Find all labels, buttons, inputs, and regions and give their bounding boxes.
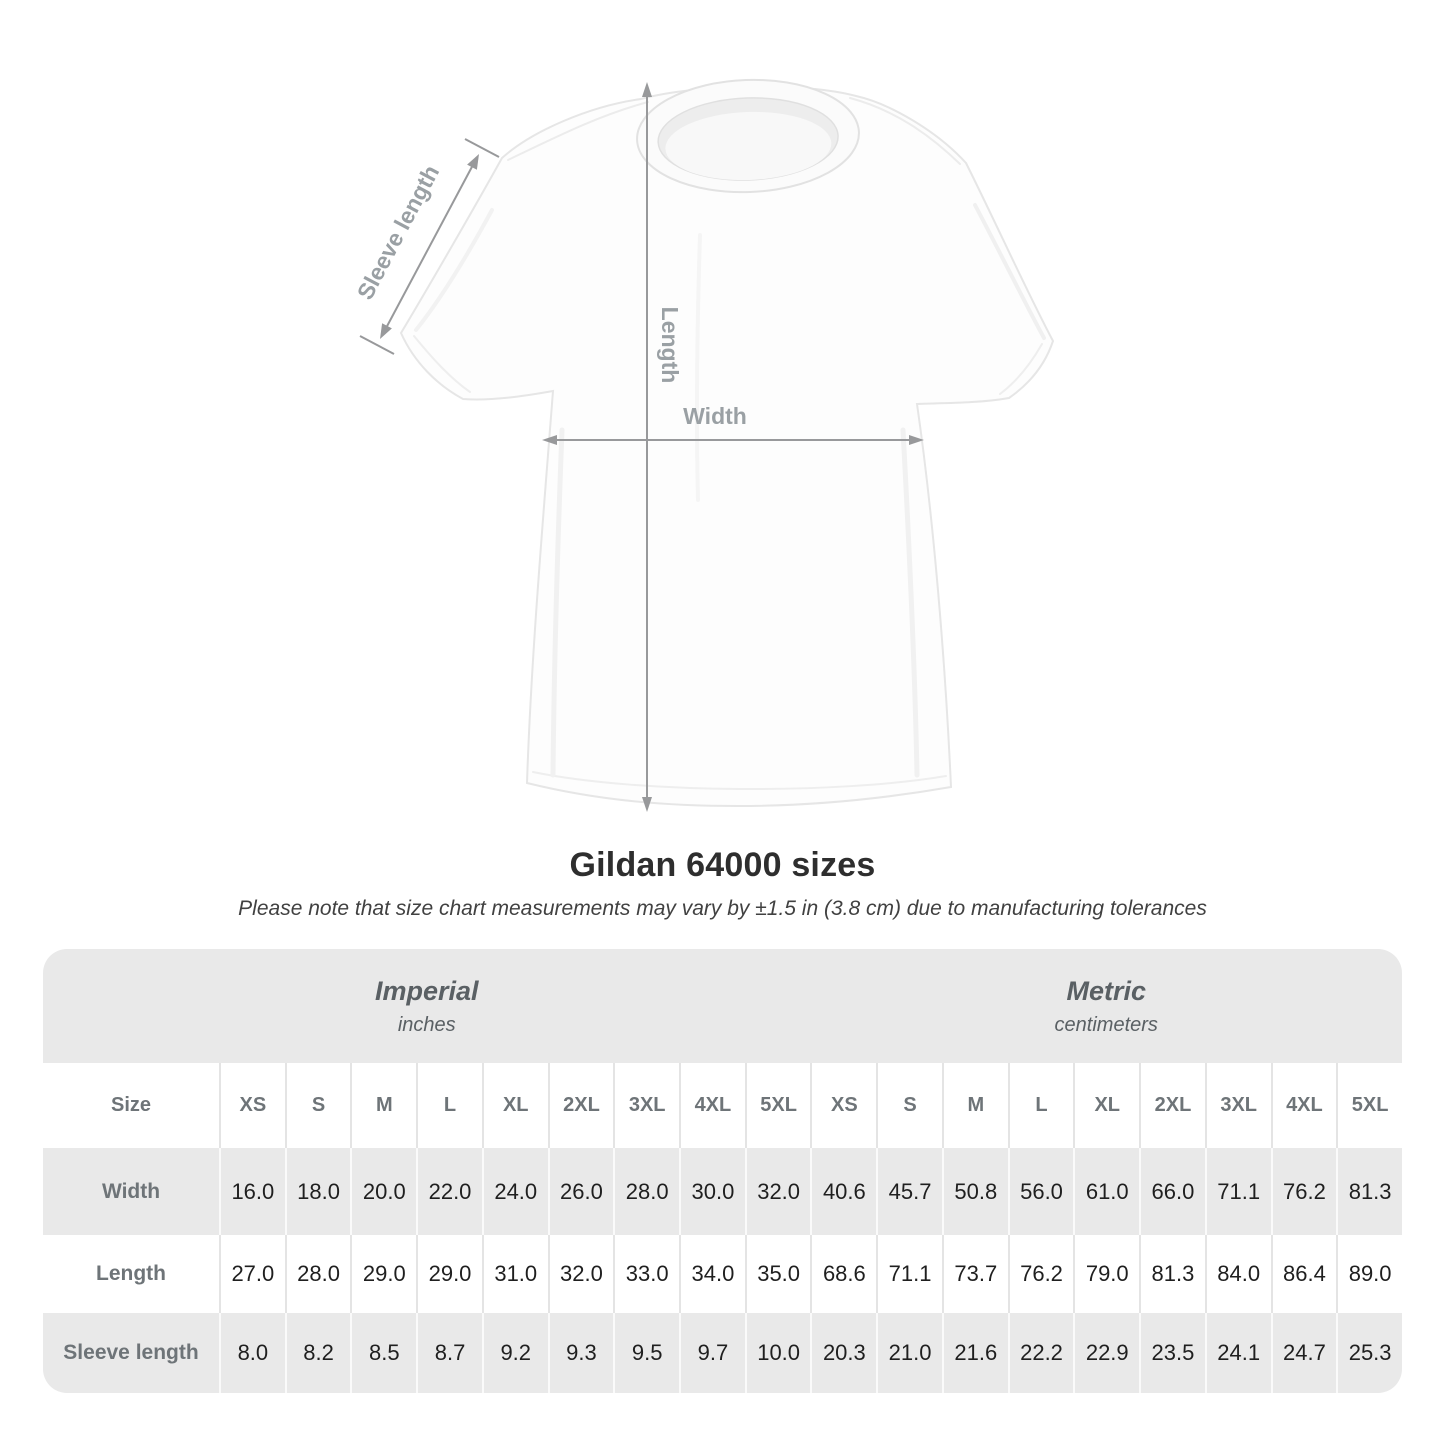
value-cell-sleeve-length-metric-xs: 20.3 (810, 1313, 876, 1393)
value-cell-length-imperial-s: 28.0 (285, 1235, 351, 1313)
sleeve-arrowhead-bottom (380, 323, 392, 339)
value-cell-length-metric-xl: 79.0 (1073, 1235, 1139, 1313)
value-cell-sleeve-length-metric-m: 21.6 (942, 1313, 1008, 1393)
size-chart-table (43, 949, 1402, 1393)
value-cell-width-imperial-3xl: 28.0 (613, 1148, 679, 1235)
value-cell-sleeve-length-imperial-5xl: 10.0 (745, 1313, 811, 1393)
value-cell-length-imperial-3xl: 33.0 (613, 1235, 679, 1313)
value-cell-length-metric-xs: 68.6 (810, 1235, 876, 1313)
value-cell-sleeve-length-metric-xl: 22.9 (1073, 1313, 1139, 1393)
imperial-subtitle: inches (397, 1013, 456, 1036)
sleeve-arrow-tick-top (465, 139, 499, 157)
size-header-metric-l: L (1008, 1063, 1074, 1148)
size-header-imperial-3xl: 3XL (613, 1063, 679, 1148)
imperial-title: Imperial (374, 975, 479, 1006)
value-cell-length-imperial-m: 29.0 (350, 1235, 416, 1313)
size-header-metric-xs: XS (810, 1063, 876, 1148)
value-cell-length-metric-4xl: 86.4 (1271, 1235, 1337, 1313)
imperial-section-header (43, 949, 810, 1063)
value-cell-sleeve-length-imperial-m: 8.5 (350, 1313, 416, 1393)
value-cell-width-imperial-4xl: 30.0 (679, 1148, 745, 1235)
length-arrowhead-top (642, 82, 652, 97)
value-cell-length-metric-3xl: 84.0 (1205, 1235, 1271, 1313)
value-cell-width-metric-4xl: 76.2 (1271, 1148, 1337, 1235)
value-cell-sleeve-length-imperial-xs: 8.0 (219, 1313, 285, 1393)
value-cell-length-metric-l: 76.2 (1008, 1235, 1074, 1313)
value-cell-width-imperial-xl: 24.0 (482, 1148, 548, 1235)
metric-subtitle: centimeters (1054, 1013, 1158, 1036)
metric-section-header (810, 949, 1402, 1063)
value-cell-width-metric-3xl: 71.1 (1205, 1148, 1271, 1235)
size-header-imperial-xs: XS (219, 1063, 285, 1148)
value-cell-sleeve-length-imperial-l: 8.7 (416, 1313, 482, 1393)
value-cell-sleeve-length-metric-2xl: 23.5 (1139, 1313, 1205, 1393)
tshirt-illustration (401, 76, 1053, 806)
sleeve-length-label: Sleeve length (351, 160, 445, 304)
value-cell-length-imperial-4xl: 34.0 (679, 1235, 745, 1313)
value-cell-width-metric-5xl: 81.3 (1336, 1148, 1402, 1235)
value-cell-width-metric-xs: 40.6 (810, 1148, 876, 1235)
size-header-imperial-s: S (285, 1063, 351, 1148)
value-cell-length-metric-s: 71.1 (876, 1235, 942, 1313)
value-cell-sleeve-length-imperial-3xl: 9.5 (613, 1313, 679, 1393)
value-cell-sleeve-length-metric-l: 22.2 (1008, 1313, 1074, 1393)
length-arrowhead-bottom (642, 797, 652, 812)
size-header-metric-3xl: 3XL (1205, 1063, 1271, 1148)
size-header-metric-m: M (942, 1063, 1008, 1148)
size-header-imperial-xl: XL (482, 1063, 548, 1148)
value-cell-length-imperial-2xl: 32.0 (548, 1235, 614, 1313)
value-cell-length-imperial-5xl: 35.0 (745, 1235, 811, 1313)
value-cell-width-metric-xl: 61.0 (1073, 1148, 1139, 1235)
value-cell-sleeve-length-metric-5xl: 25.3 (1336, 1313, 1402, 1393)
value-cell-sleeve-length-imperial-2xl: 9.3 (548, 1313, 614, 1393)
size-header-imperial-l: L (416, 1063, 482, 1148)
value-cell-width-metric-l: 56.0 (1008, 1148, 1074, 1235)
length-label: Length (657, 306, 683, 384)
size-header-metric-2xl: 2XL (1139, 1063, 1205, 1148)
size-header-imperial-4xl: 4XL (679, 1063, 745, 1148)
value-cell-width-metric-2xl: 66.0 (1139, 1148, 1205, 1235)
value-cell-sleeve-length-imperial-xl: 9.2 (482, 1313, 548, 1393)
value-cell-length-imperial-l: 29.0 (416, 1235, 482, 1313)
value-cell-width-imperial-5xl: 32.0 (745, 1148, 811, 1235)
row-label-sleeve-length: Sleeve length (43, 1313, 219, 1393)
value-cell-length-imperial-xs: 27.0 (219, 1235, 285, 1313)
value-cell-length-metric-5xl: 89.0 (1336, 1235, 1402, 1313)
size-header-metric-s: S (876, 1063, 942, 1148)
value-cell-length-metric-m: 73.7 (942, 1235, 1008, 1313)
value-cell-sleeve-length-metric-4xl: 24.7 (1271, 1313, 1337, 1393)
tolerance-note: Please note that size chart measurements may vary by ±1.5 in (3.8 cm) due to manufacturing tolerances (238, 897, 1207, 920)
value-cell-sleeve-length-metric-3xl: 24.1 (1205, 1313, 1271, 1393)
value-cell-length-metric-2xl: 81.3 (1139, 1235, 1205, 1313)
value-cell-width-imperial-2xl: 26.0 (548, 1148, 614, 1235)
value-cell-sleeve-length-imperial-s: 8.2 (285, 1313, 351, 1393)
size-header-imperial-5xl: 5XL (745, 1063, 811, 1148)
size-header-metric-4xl: 4XL (1271, 1063, 1337, 1148)
metric-title: Metric (1066, 975, 1146, 1006)
value-cell-sleeve-length-metric-s: 21.0 (876, 1313, 942, 1393)
row-label-length: Length (43, 1235, 219, 1313)
row-label-width: Width (43, 1148, 219, 1235)
value-cell-sleeve-length-imperial-4xl: 9.7 (679, 1313, 745, 1393)
size-corner-label: Size (43, 1063, 219, 1148)
value-cell-width-imperial-m: 20.0 (350, 1148, 416, 1235)
value-cell-width-imperial-xs: 16.0 (219, 1148, 285, 1235)
value-cell-length-imperial-xl: 31.0 (482, 1235, 548, 1313)
value-cell-width-imperial-l: 22.0 (416, 1148, 482, 1235)
size-header-imperial-2xl: 2XL (548, 1063, 614, 1148)
page-title: Gildan 64000 sizes (569, 846, 876, 884)
sleeve-arrowhead-top (467, 154, 479, 170)
value-cell-width-imperial-s: 18.0 (285, 1148, 351, 1235)
width-label: Width (683, 403, 747, 429)
size-header-metric-xl: XL (1073, 1063, 1139, 1148)
sleeve-arrow-tick-bottom (360, 336, 394, 354)
tshirt-body (401, 87, 1053, 806)
value-cell-width-metric-s: 45.7 (876, 1148, 942, 1235)
size-header-imperial-m: M (350, 1063, 416, 1148)
value-cell-width-metric-m: 50.8 (942, 1148, 1008, 1235)
size-header-metric-5xl: 5XL (1336, 1063, 1402, 1148)
